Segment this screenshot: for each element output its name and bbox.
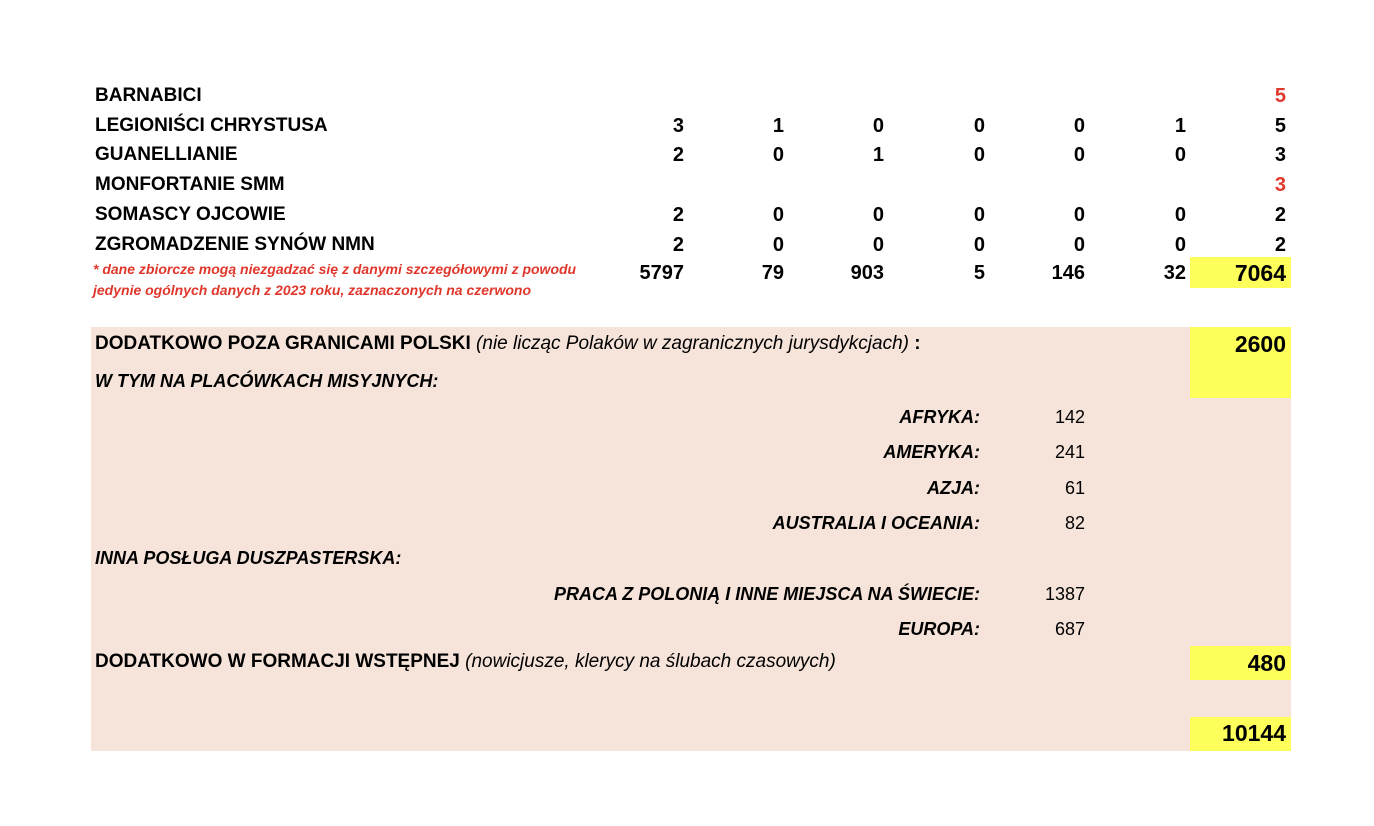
row-total: 5 — [1274, 85, 1286, 107]
formation-title-bold: DODATKOWO W FORMACJI WSTĘPNEJ — [95, 651, 460, 672]
total-cell: 146 — [1051, 262, 1085, 284]
abroad-total: 2600 — [1234, 331, 1286, 357]
cell: 0 — [772, 204, 784, 226]
order-name: BARNABICI — [95, 85, 202, 106]
region-label: AMERYKA: — [883, 442, 980, 462]
cell: 0 — [973, 144, 985, 166]
order-name: ZGROMADZENIE SYNÓW NMN — [95, 234, 375, 255]
ministry-label: PRACA Z POLONIĄ I INNE MIEJSCA NA ŚWIECIE: — [553, 584, 980, 604]
cell: 2 — [672, 144, 684, 166]
cell: 0 — [1073, 115, 1085, 137]
abroad-title-colon: : — [908, 333, 921, 354]
cell: 0 — [872, 204, 884, 226]
cell: 0 — [772, 144, 784, 166]
data-footnote: * dane zbiorcze mogą niezgadzać się z danymi szczegółowymi z powodu jedynie ogólnych danych z 2023 roku, zaznaczonych na czerwono — [93, 261, 577, 298]
region-value: 241 — [1054, 442, 1085, 462]
region-label: AZJA: — [927, 478, 980, 498]
cell: 0 — [1174, 204, 1186, 226]
cell: 0 — [973, 204, 985, 226]
row-total: 2 — [1274, 204, 1286, 226]
total-cell: 5 — [973, 262, 985, 284]
total-cell: 79 — [761, 262, 784, 284]
abroad-title — [95, 333, 921, 355]
cell: 0 — [1174, 144, 1186, 166]
cell: 0 — [872, 234, 884, 256]
ministry-value: 687 — [1054, 619, 1085, 639]
formation-title — [95, 651, 836, 673]
cell: 0 — [872, 115, 884, 137]
other-ministry-heading: INNA POSŁUGA DUSZPASTERSKA: — [95, 548, 402, 568]
table-row — [0, 81, 1374, 111]
region-value: 82 — [1064, 513, 1085, 533]
table-row — [0, 170, 1374, 200]
row-total: 5 — [1274, 115, 1286, 137]
abroad-title-bold: DODATKOWO POZA GRANICAMI POLSKI — [95, 333, 471, 354]
region-label: AUSTRALIA I OCEANIA: — [772, 513, 980, 533]
cell: 1 — [772, 115, 784, 137]
total-cell: 32 — [1163, 262, 1186, 284]
order-name: LEGIONIŚCI CHRYSTUSA — [95, 115, 328, 136]
order-name: SOMASCY OJCOWIE — [95, 204, 286, 225]
ministry-value: 1387 — [1044, 584, 1085, 604]
table-row — [0, 200, 1374, 230]
table-row — [0, 111, 1374, 141]
formation-total: 480 — [1247, 650, 1286, 676]
cell: 0 — [1174, 234, 1186, 256]
cell: 1 — [1174, 115, 1186, 137]
cell: 0 — [1073, 144, 1085, 166]
cell: 0 — [1073, 234, 1085, 256]
totals-row — [0, 258, 1374, 288]
row-total: 3 — [1274, 144, 1286, 166]
cell: 0 — [772, 234, 784, 256]
order-name: MONFORTANIE SMM — [95, 174, 285, 195]
abroad-title-italic: (nie licząc Polaków w zagranicznych jurysdykcjach) — [476, 333, 909, 354]
table-row — [0, 230, 1374, 260]
cell: 2 — [672, 204, 684, 226]
ministry-label: EUROPA: — [898, 619, 980, 639]
table-row — [0, 140, 1374, 170]
final-total: 10144 — [1222, 720, 1286, 746]
formation-title-italic: (nowicjusze, klerycy na ślubach czasowych) — [465, 651, 836, 672]
cell: 1 — [872, 144, 884, 166]
row-total: 3 — [1274, 174, 1286, 196]
cell: 0 — [1073, 204, 1085, 226]
row-total: 2 — [1274, 234, 1286, 256]
cell: 0 — [973, 115, 985, 137]
cell: 2 — [672, 234, 684, 256]
region-label: AFRYKA: — [899, 407, 980, 427]
missions-heading: W TYM NA PLACÓWKACH MISYJNYCH: — [95, 371, 439, 391]
order-name: GUANELLIANIE — [95, 144, 238, 165]
region-value: 142 — [1054, 407, 1085, 427]
cell: 3 — [672, 115, 684, 137]
region-value: 61 — [1064, 478, 1085, 498]
grand-total: 7064 — [1234, 260, 1286, 286]
total-cell: 5797 — [639, 262, 684, 284]
total-cell: 903 — [850, 262, 884, 284]
cell: 0 — [973, 234, 985, 256]
